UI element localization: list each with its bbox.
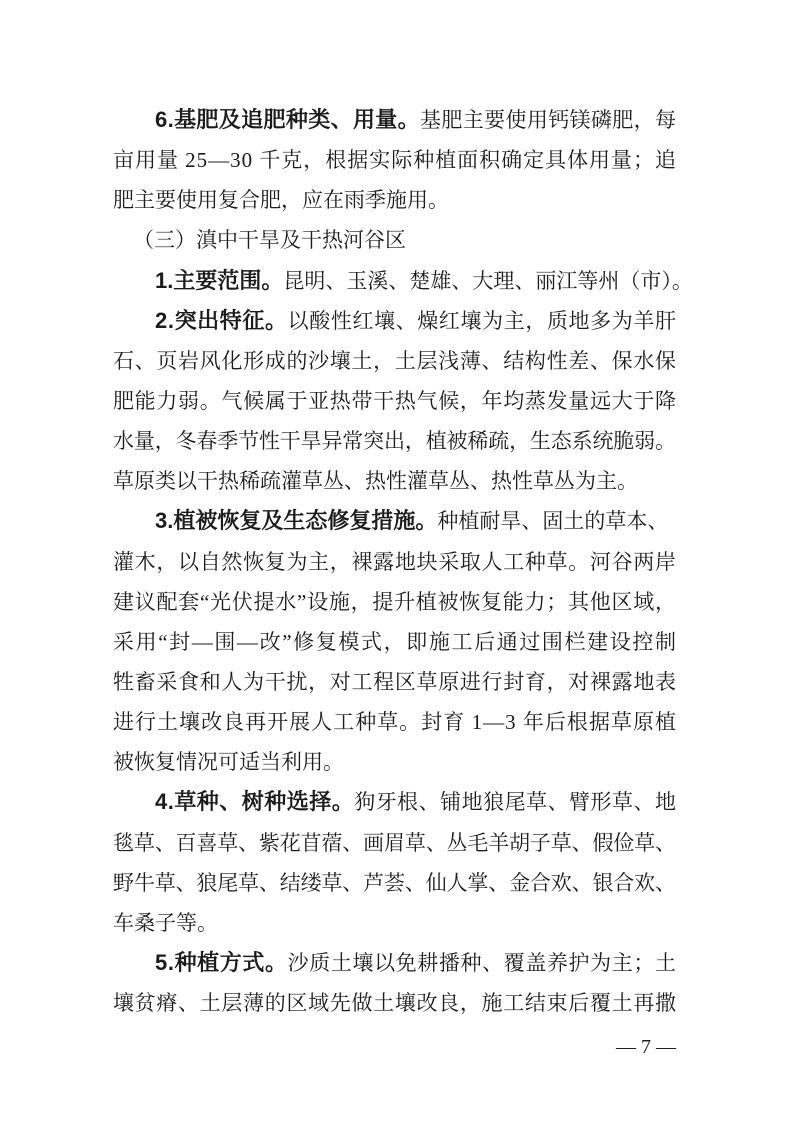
text-line [113,140,676,180]
text-line [113,863,676,903]
body-text: 水量，冬春季节性干旱异常突出，植被稀疏，生态系统脆弱。 [113,429,676,454]
body-text: 草原类以干热稀疏灌草丛、热性灌草丛、热性草丛为主。 [113,469,638,494]
body-text: 壤贫瘠、土层薄的区域先做土壤改良，施工结束后覆土再撒 [113,991,677,1016]
body-text: 灌木，以自然恢复为主，裸露地块采取人工种草。河谷两岸 [113,549,677,574]
section-lead: 1.主要范围。 [155,267,284,293]
text-line [113,421,676,461]
body-text: 被恢复情况可适当利用。 [113,750,344,775]
text-line [113,782,676,822]
text-line [113,903,676,943]
body-text: 采用“封—围—改”修复模式，即施工后通过围栏建设控制 [113,629,678,654]
body-text: 肥能力弱。气候属于亚热带干热气候，年均蒸发量远大于降 [113,388,677,413]
section-heading [113,220,676,260]
section-lead: 3.植被恢复及生态修复措施。 [155,508,438,534]
body-text: 建议配套“光伏提水”设施，提升植被恢复能力；其他区域， [113,589,677,614]
text-line [113,742,676,782]
body-text: 狗牙根、铺地狼尾草、臂形草、地 [354,790,677,815]
section-lead: 6.基肥及追肥种类、用量。 [155,107,421,132]
text-line [113,943,676,983]
text-line [113,180,676,220]
body-text: 基肥主要使用钙镁磷肥，每 [420,108,677,132]
section-lead: 2.突出特征。 [155,307,288,333]
text-line [113,381,676,421]
body-text: 种植耐旱、固土的草本、 [437,509,669,534]
body-text: 亩用量 25—30 千克，根据实际种植面积确定具体用量；追 [113,148,677,173]
body-text: 进行土壤改良再开展人工种草。封育 1—3 年后根据草原植 [113,710,678,735]
text-line [113,702,676,742]
text-line [113,662,676,702]
page-number: — 7 — [616,1036,676,1058]
text-line [113,461,676,501]
body-text: 以酸性红壤、燥红壤为主，质地多为羊肝 [287,308,677,333]
body-text: 昆明、玉溪、楚雄、大理、丽江等州（市）。 [283,268,693,293]
body-text: 沙质土壤以免耕播种、覆盖养护为主；土 [287,950,677,975]
text-line [113,501,676,541]
body-text: 车桑子等。 [113,910,218,935]
text-line [113,622,676,662]
text-line [113,100,676,140]
document-body [113,100,693,1023]
text-line [113,261,693,301]
text-line [113,823,676,863]
body-text: 石、页岩风化形成的沙壤土，土层浅薄、结构性差、保水保 [113,348,677,373]
text-line [113,983,676,1023]
section-lead: 4.草种、树种选择。 [155,789,355,815]
body-text: 牲畜采食和人为干扰，对工程区草原进行封育，对裸露地表 [113,669,677,694]
text-line [113,301,676,341]
text-line [113,582,676,622]
body-text: 肥主要使用复合肥，应在雨季施用。 [113,188,449,213]
body-text: 野牛草、狼尾草、结缕草、芦荟、仙人掌、金合欢、银合欢、 [113,870,676,895]
heading-text: （三）滇中干旱及干热河谷区 [133,228,406,253]
body-text: 毯草、百喜草、紫花苜蓿、画眉草、丛毛羊胡子草、假俭草、 [113,830,676,855]
section-lead: 5.种植方式。 [155,949,288,975]
text-line [113,341,676,381]
text-line [113,542,676,582]
